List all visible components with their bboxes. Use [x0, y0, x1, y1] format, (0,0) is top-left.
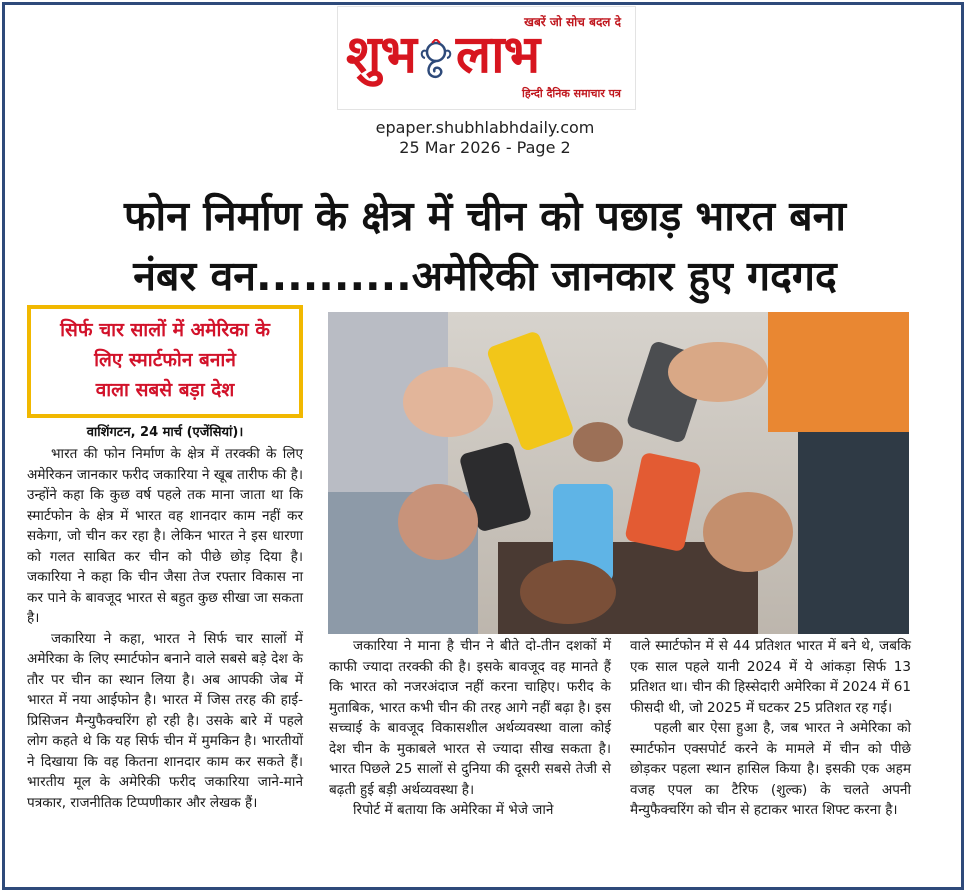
article-paragraph: वाले स्मार्टफोन में से 44 प्रतिशत भारत में बने थे, जबकि एक साल पहले यानी 2024 में ये आंकड़ा सिर्फ 13 प्रतिशत था। चीन की हिस्सेदारी अमेरिका में 2024 में 61 फीसदी थी, जो 2025 में घटकर 25 प्रतिशत रह गई। [630, 638, 911, 716]
article-column-3 [630, 636, 911, 821]
subheadline-line-3: वाला सबसे बड़ा देश [95, 379, 235, 401]
article-column-1 [27, 444, 303, 813]
ganesha-icon [418, 39, 454, 79]
headline [10, 186, 960, 306]
article-paragraph: भारत की फोन निर्माण के क्षेत्र में तरक्की के लिए अमेरिकन जानकार फरीद जकारिया ने खूब तारीफ की है। उन्होंने कहा कि कुछ वर्ष पहले तक माना जाता था कि स्मार्टफोन के क्षेत्र में भारत वह शानदार काम नहीं कर सकेगा, जो चीन कर रहा है। लेकिन भारत ने इस धारणा को गलत साबित कर चीन को पीछे छोड़ दिया है। जकारिया ने कहा कि चीन जैसा तेज रफ्तार विकास ना कर पाने के बावजूद भारत से बहुत कुछ सीखा जा सकता है। [27, 446, 303, 626]
edition-date-page: 25 Mar 2026 - Page 2 [399, 138, 571, 157]
logo-word-labh: लाभ [455, 24, 540, 85]
subheadline-line-1: सिर्फ चार सालों में अमेरिका के [60, 319, 270, 341]
article-paragraph: जकारिया ने कहा, भारत ने सिर्फ चार सालों में अमेरिका के लिए स्मार्टफोन बनाने वाले सबसे बड़े देश के तौर पर चीन का स्थान लिया है। अब आपकी जेब में भारत में नया आईफोन है। भारत में जिस तरह की हाई-प्रिसिजन मैन्युफैक्चरिंग हो रही है। उसके बारे में पहले लोग कहते थे कि यह सिर्फ चीन में मुमकिन है। भारतीयों ने दिखाया कि वह कितना शानदार काम कर सकते हैं। भारतीय मूल के अमेरिकी फरीद जकारिया जाने-माने पत्रकार, राजनीतिक टिप्पणीकार और लेखक हैं। [27, 630, 303, 811]
newspaper-logo [346, 25, 539, 85]
edition-site[interactable]: epaper.shubhlabhdaily.com [375, 118, 595, 137]
masthead-tagline: खबरें जो सोच बदल दे [524, 15, 621, 29]
masthead[interactable] [337, 6, 636, 110]
article-paragraph: रिपोर्ट में बताया कि अमेरिका में भेजे जाने [353, 802, 554, 818]
article-column-2 [329, 636, 611, 821]
subheadline-box [27, 305, 303, 418]
dateline: वाशिंगटन, 24 मार्च (एजेंसियां)। [86, 425, 244, 440]
article-paragraph: पहली बार ऐसा हुआ है, जब भारत ने अमेरिका को स्मार्टफोन एक्सपोर्ट करने के मामले में चीन को पीछे छोड़कर पहला स्थान हासिल किया है। इसकी एक अहम वजह एपल का टैरिफ (शुल्क) के चलते अपनी मैन्युफैक्चरिंग को चीन से हटाकर भारत शिफ्ट करना है। [630, 720, 911, 818]
subheadline-line-2: लिए स्मार्टफोन बनाने [94, 349, 236, 371]
logo-word-shubh: शुभ [346, 24, 416, 85]
headline-line-2: नंबर वन..........अमेरिकी जानकार हुए गदगद [133, 252, 837, 300]
hands-holding-phones-image [328, 312, 909, 634]
edition-info [0, 118, 970, 158]
article-photo [328, 312, 909, 634]
headline-line-1: फोन निर्माण के क्षेत्र में चीन को पछाड़ भारत बना [123, 192, 847, 240]
masthead-subtag: हिन्दी दैनिक समाचार पत्र [521, 87, 621, 100]
article-paragraph: जकारिया ने माना है चीन ने बीते दो-तीन दशकों में काफी ज्यादा तरक्की की है। इसके बावजूद वह मानते हैं कि भारत को नजरअंदाज नहीं करना चाहिए। फरीद के मुताबिक, भारत कभी चीन की तरह आगे नहीं बढ़ा है। इस सच्चाई के बावजूद विकासशील अर्थव्यवस्था वाला कोई देश चीन के मुकाबले भारत से ज्यादा सीख सकता है। भारत पिछले 25 सालों से दुनिया की दूसरी सबसे तेजी से बढ़ती हुई बड़ी अर्थव्यवस्था है। [329, 638, 611, 798]
